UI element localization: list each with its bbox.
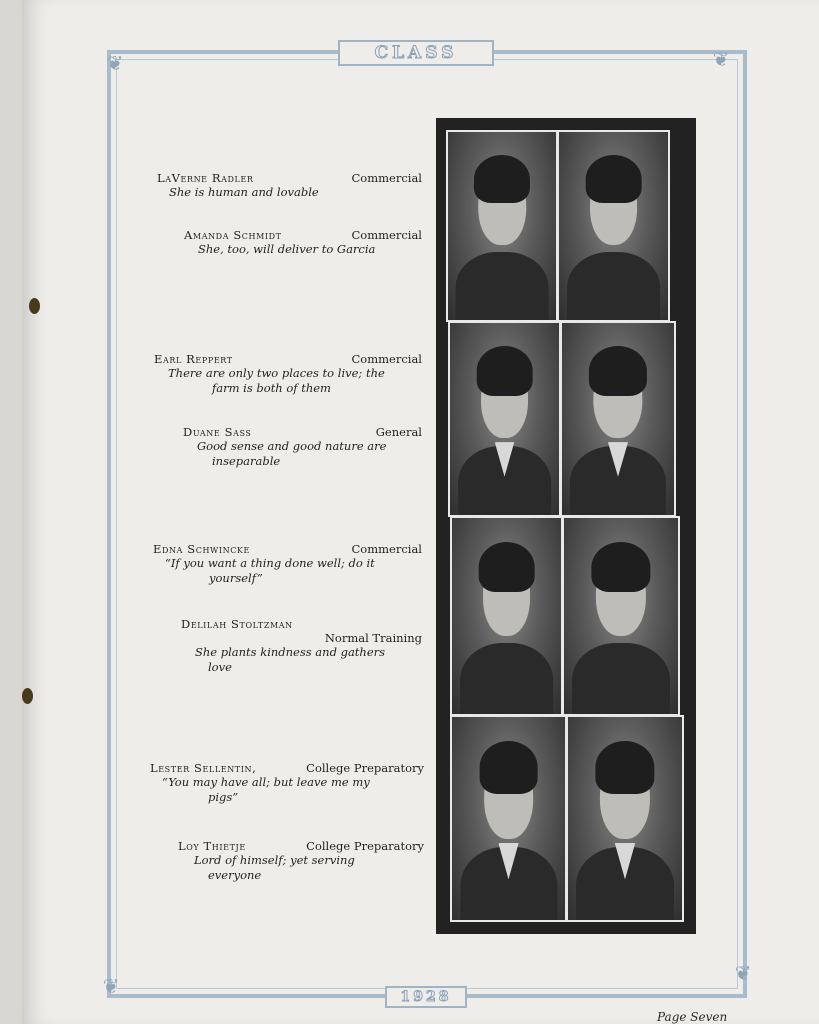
binding-hole bbox=[22, 688, 33, 704]
student-entry bbox=[178, 839, 424, 883]
student-quote: She, too, will deliver to Garcia bbox=[198, 242, 376, 256]
portrait-photo bbox=[562, 516, 680, 716]
footer-year: 1928 bbox=[400, 989, 452, 1005]
student-course: College Preparatory bbox=[306, 761, 424, 775]
binding-hole bbox=[29, 298, 40, 314]
page-number: Page Seven bbox=[657, 1010, 728, 1024]
ornament-icon: ❦ bbox=[712, 47, 730, 71]
student-quote: inseparable bbox=[212, 454, 281, 468]
student-quote: everyone bbox=[208, 868, 262, 882]
student-quote: Lord of himself; yet serving bbox=[194, 853, 355, 867]
student-quote: farm is both of them bbox=[212, 381, 331, 395]
student-name-line bbox=[181, 617, 422, 631]
portrait-photo bbox=[450, 516, 563, 716]
student-course: Commercial bbox=[351, 542, 422, 556]
student-quote: love bbox=[208, 660, 232, 674]
portrait-panel bbox=[436, 118, 696, 934]
student-quote: There are only two places to live; the bbox=[168, 366, 385, 380]
student-quote: yourself” bbox=[209, 571, 263, 585]
student-course: General bbox=[375, 425, 422, 439]
student-course: Commercial bbox=[351, 228, 422, 242]
ornament-icon: ❦ bbox=[106, 51, 124, 75]
student-name: Earl Reppert bbox=[154, 352, 233, 366]
student-name: Edna Schwincke bbox=[153, 542, 250, 556]
portrait-photo bbox=[446, 130, 558, 322]
portrait-photo bbox=[557, 130, 670, 322]
student-name: Lester Sellentin, bbox=[150, 761, 257, 775]
student-name: Duane Sass bbox=[183, 425, 252, 439]
student-name: LaVerne Radler bbox=[157, 171, 254, 185]
student-quote: pigs” bbox=[208, 790, 239, 804]
student-quote: She plants kindness and gathers bbox=[195, 645, 386, 659]
page-header bbox=[338, 40, 494, 66]
portrait-photo bbox=[448, 321, 561, 517]
student-entry bbox=[150, 761, 424, 805]
student-entry bbox=[153, 542, 422, 586]
student-quote: Good sense and good nature are bbox=[197, 439, 387, 453]
ornament-icon: ❦ bbox=[102, 974, 120, 998]
student-entry bbox=[154, 352, 422, 396]
portrait-photo bbox=[566, 715, 684, 922]
ornament-icon: ❦ bbox=[734, 961, 752, 985]
student-name: Loy Thietje bbox=[178, 839, 246, 853]
portrait-photo bbox=[450, 715, 567, 922]
student-entry bbox=[157, 171, 422, 200]
student-course: Commercial bbox=[351, 171, 422, 185]
header-text: CLASS bbox=[374, 43, 458, 63]
portrait-photo bbox=[560, 321, 676, 517]
student-quote: She is human and lovable bbox=[169, 185, 319, 199]
student-quote: “If you want a thing done well; do it bbox=[165, 556, 375, 570]
student-name: Amanda Schmidt bbox=[184, 228, 282, 242]
student-entry bbox=[183, 425, 422, 469]
student-course: Commercial bbox=[351, 352, 422, 366]
page-footer bbox=[385, 986, 467, 1008]
student-quote: “You may have all; but leave me my bbox=[162, 775, 370, 789]
student-course: College Preparatory bbox=[306, 839, 424, 853]
student-name: Delilah Stoltzman bbox=[181, 617, 293, 631]
student-entry bbox=[181, 617, 422, 675]
student-course: Normal Training bbox=[324, 631, 422, 645]
student-entry bbox=[184, 228, 422, 257]
